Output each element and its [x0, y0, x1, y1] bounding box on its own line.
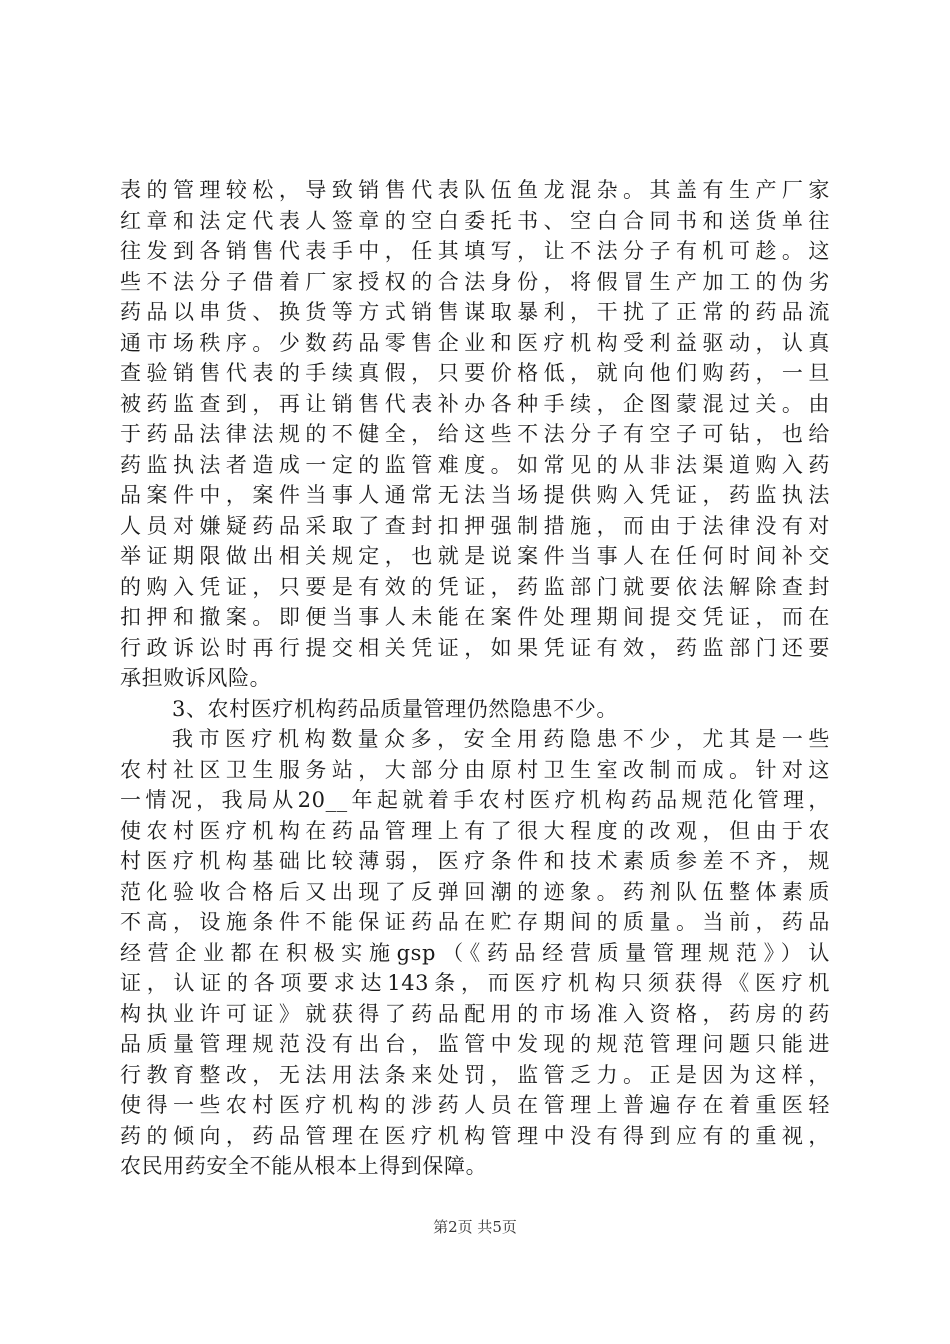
text-line: 村医疗机构基础比较薄弱，医疗条件和技术素质参差不齐，规 — [120, 849, 830, 873]
text-line: 品质量管理规范没有出台，监管中发现的规范管理问题只能进 — [120, 1032, 830, 1056]
text-line: 药监执法者造成一定的监管难度。如常见的从非法渠道购入药 — [120, 452, 830, 477]
page-footer: 第2页 共5页 — [433, 1218, 517, 1236]
text-line: 构执业许可证》就获得了药品配用的市场准入资格，药房的药 — [120, 1001, 830, 1026]
text-line: 证，认证的各项要求达143条，而医疗机构只须获得《医疗机 — [120, 971, 830, 995]
text-line: 红章和法定代表人签章的空白委托书、空白合同书和送货单往 — [120, 208, 830, 233]
text-line: 范化验收合格后又出现了反弹回潮的迹象。药剂队伍整体素质 — [120, 879, 830, 904]
text-line: 农村社区卫生服务站，大部分由原村卫生室改制而成。针对这 — [120, 757, 830, 782]
text-line: 我市医疗机构数量众多，安全用药隐患不少，尤其是一些 — [172, 727, 830, 751]
text-line: 人员对嫌疑药品采取了查封扣押强制措施，而由于法律没有对 — [120, 513, 830, 538]
text-line: 药的倾向，药品管理在医疗机构管理中没有得到应有的重视， — [120, 1123, 830, 1148]
section-heading: 3、农村医疗机构药品质量管理仍然隐患不少。 — [172, 696, 618, 721]
text-line: 表的管理较松，导致销售代表队伍鱼龙混杂。其盖有生产厂家 — [120, 178, 830, 202]
text-line: 行政诉讼时再行提交相关凭证，如果凭证有效，药监部门还要 — [120, 635, 830, 660]
text-line: 品案件中，案件当事人通常无法当场提供购入凭证，药监执法 — [120, 483, 830, 507]
text-line: 的购入凭证，只要是有效的凭证，药监部门就要依法解除查封 — [120, 574, 830, 599]
text-line: 被药监查到，再让销售代表补办各种手续，企图蒙混过关。由 — [120, 391, 830, 416]
text-line: 通市场秩序。少数药品零售企业和医疗机构受利益驱动，认真 — [120, 330, 830, 355]
text-line: 举证期限做出相关规定，也就是说案件当事人在任何时间补交 — [120, 544, 830, 568]
text-line: 使得一些农村医疗机构的涉药人员在管理上普遍存在着重医轻 — [120, 1093, 830, 1117]
text-line: 不高，设施条件不能保证药品在贮存期间的质量。当前，药品 — [120, 910, 830, 934]
text-line: 行教育整改，无法用法条来处罚，监管乏力。正是因为这样， — [120, 1062, 830, 1087]
text-line: 一情况，我局从20__年起就着手农村医疗机构药品规范化管理， — [120, 788, 830, 812]
document-body — [120, 175, 830, 1182]
text-line: 些不法分子借着厂家授权的合法身份，将假冒生产加工的伪劣 — [120, 269, 830, 294]
text-line: 药品以串货、换货等方式销售谋取暴利，干扰了正常的药品流 — [120, 300, 830, 324]
text-line: 农民用药安全不能从根本上得到保障。 — [120, 1154, 488, 1178]
text-line: 扣押和撤案。即便当事人未能在案件处理期间提交凭证，而在 — [120, 605, 830, 629]
text-line: 于药品法律法规的不健全，给这些不法分子有空子可钻，也给 — [120, 422, 830, 446]
text-line: 使农村医疗机构在药品管理上有了很大程度的改观，但由于农 — [120, 818, 830, 843]
text-line: 承担败诉风险。 — [120, 666, 272, 690]
text-line: 查验销售代表的手续真假，只要价格低，就向他们购药，一旦 — [120, 361, 830, 385]
text-line: 往发到各销售代表手中，任其填写，让不法分子有机可趁。这 — [120, 239, 830, 263]
text-line: 经营企业都在积极实施gsp（《药品经营质量管理规范》）认 — [120, 940, 830, 965]
